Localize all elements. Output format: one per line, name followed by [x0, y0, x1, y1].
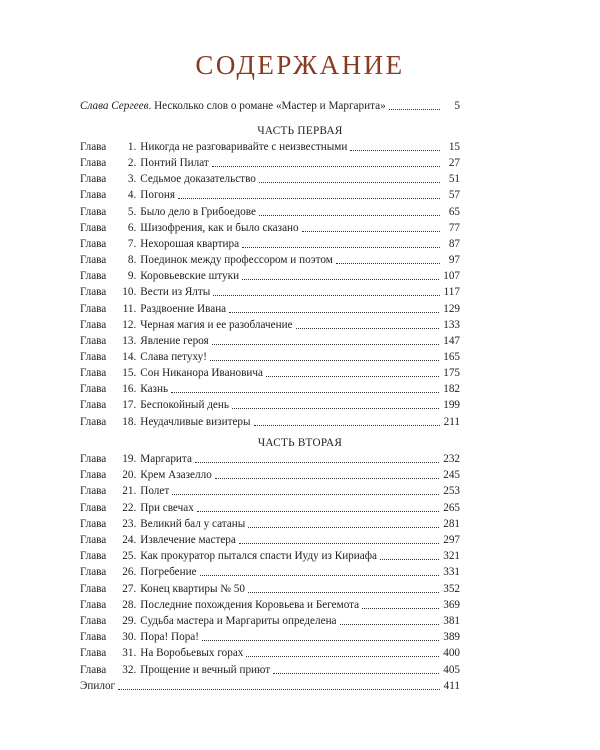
- dot-leader: [350, 149, 440, 151]
- chapter-word: Глава: [80, 237, 107, 250]
- toc-entry[interactable]: [80, 564, 460, 580]
- toc-entry[interactable]: [80, 467, 460, 483]
- chapter-word: Глава: [80, 453, 107, 465]
- dot-leader: [212, 165, 440, 167]
- page-number: 129: [443, 302, 460, 315]
- page-number: 182: [443, 383, 460, 396]
- chapter-title: Конец квартиры № 50: [140, 582, 245, 595]
- page-number: 117: [443, 286, 460, 299]
- dot-leader: [171, 391, 439, 393]
- chapter-word: Глава: [80, 631, 107, 644]
- dot-leader: [248, 591, 439, 593]
- intro-title: . Несколько слов о романе «Мастер и Маргарита»: [148, 100, 386, 112]
- toc-entry[interactable]: [80, 597, 460, 613]
- chapter-number: 26.: [122, 566, 137, 579]
- chapter-title: Пора! Пора!: [140, 631, 199, 644]
- dot-leader: [178, 197, 440, 199]
- toc-entry[interactable]: [80, 581, 460, 597]
- chapter-number: 11.: [122, 302, 137, 315]
- page-number: 107: [443, 270, 460, 283]
- toc-entry[interactable]: [80, 645, 460, 661]
- page-number: 331: [443, 566, 460, 579]
- toc-entry[interactable]: [80, 613, 460, 629]
- chapter-title: Неудачливые визитеры: [140, 415, 251, 428]
- toc-entry[interactable]: [80, 284, 460, 300]
- chapter-word: Глава: [80, 318, 107, 331]
- page-number: 281: [443, 517, 460, 530]
- dot-leader: [172, 493, 439, 495]
- chapter-number: 9.: [127, 270, 137, 283]
- dot-leader: [302, 230, 440, 232]
- intro-author: Слава Сергеев: [80, 100, 149, 112]
- chapter-title: Извлечение мастера: [140, 534, 236, 546]
- chapter-title: Слава петуху!: [140, 350, 207, 363]
- chapter-word: Глава: [80, 189, 107, 202]
- chapter-title: Крем Азазелло: [140, 469, 212, 482]
- chapter-word: Глава: [80, 415, 107, 428]
- page-number: 405: [443, 663, 460, 676]
- dot-leader: [296, 327, 440, 329]
- page-number: 87: [448, 237, 460, 250]
- toc-entry[interactable]: [80, 516, 460, 532]
- chapter-title: Поединок между профессором и поэтом: [140, 254, 333, 267]
- chapter-number: 28.: [122, 598, 137, 611]
- chapter-word: Глава: [80, 367, 107, 380]
- page-number: 321: [443, 550, 460, 563]
- chapter-number: 18.: [122, 415, 137, 428]
- chapter-word: Глава: [80, 399, 107, 412]
- chapter-number: 5.: [127, 205, 137, 218]
- page-number: 199: [443, 399, 460, 412]
- toc-entry[interactable]: [80, 268, 460, 284]
- page-number: 27: [448, 157, 460, 170]
- toc-entry[interactable]: [80, 451, 460, 467]
- chapter-number: 19.: [122, 453, 137, 465]
- chapter-word: Глава: [80, 469, 107, 482]
- chapter-number: 3.: [127, 173, 137, 186]
- chapter-number: 16.: [122, 383, 137, 396]
- chapter-number: 12.: [122, 318, 137, 331]
- toc-entry[interactable]: [80, 236, 460, 252]
- toc-entry[interactable]: [80, 483, 460, 499]
- page-number: 297: [443, 534, 460, 546]
- page-number: 57: [448, 189, 460, 202]
- chapter-title: Последние похождения Коровьева и Бегемота: [140, 598, 360, 611]
- chapter-word: Глава: [80, 663, 107, 676]
- chapter-word: Глава: [80, 615, 107, 627]
- chapter-number: 31.: [122, 647, 137, 660]
- chapter-title: Погоня: [140, 189, 175, 202]
- dot-leader: [248, 526, 439, 528]
- page-number: 65: [448, 205, 460, 218]
- page-number: 253: [443, 485, 460, 498]
- chapter-title: Вести из Ялты: [140, 286, 211, 299]
- chapter-title: Полет: [140, 485, 170, 498]
- chapter-word: Глава: [80, 286, 107, 299]
- dot-leader: [246, 655, 439, 657]
- chapter-title: Казнь: [140, 383, 169, 396]
- chapter-title: Беспокойный день: [140, 399, 229, 412]
- chapter-number: 14.: [122, 350, 137, 363]
- chapter-number: 15.: [122, 367, 137, 380]
- chapter-number: 21.: [122, 485, 137, 498]
- chapter-title: Как прокуратор пытался спасти Иуду из Кириафа: [140, 550, 377, 563]
- chapter-title: Нехорошая квартира: [140, 237, 240, 250]
- dot-leader: [202, 639, 439, 641]
- dot-leader: [229, 311, 439, 313]
- page-number: 5: [454, 100, 460, 112]
- page-number: 265: [443, 501, 460, 514]
- toc-entry[interactable]: [80, 317, 460, 333]
- chapter-title: Черная магия и ее разоблачение: [140, 318, 293, 331]
- dot-leader: [389, 108, 440, 110]
- toc-entry-intro[interactable]: [80, 98, 460, 114]
- dot-leader: [380, 558, 439, 560]
- chapter-title: Раздвоение Ивана: [140, 302, 227, 315]
- chapter-number: 32.: [122, 663, 137, 676]
- toc-entry[interactable]: [80, 333, 460, 349]
- page-number: 133: [443, 318, 460, 331]
- chapter-number: 10.: [122, 286, 137, 299]
- chapter-word: Глава: [80, 582, 107, 595]
- page-number: 51: [448, 173, 460, 186]
- chapter-word: Глава: [80, 501, 107, 514]
- chapter-title: На Воробьевых горах: [140, 647, 244, 660]
- page-number: 389: [443, 631, 460, 644]
- page-number: 245: [443, 469, 460, 482]
- page-number: 147: [443, 334, 460, 347]
- chapter-word: Глава: [80, 350, 107, 363]
- dot-leader: [340, 623, 440, 625]
- dot-leader: [259, 181, 440, 183]
- toc-entry[interactable]: [80, 532, 460, 548]
- chapter-number: 25.: [122, 550, 137, 563]
- chapter-title: Шизофрения, как и было сказано: [140, 221, 299, 234]
- dot-leader: [210, 359, 439, 361]
- page-number: 232: [443, 453, 460, 465]
- chapter-number: 29.: [122, 615, 137, 627]
- chapter-word: Глава: [80, 383, 107, 396]
- page-number: 400: [443, 647, 460, 660]
- page-number: 211: [443, 415, 460, 428]
- chapter-title: Прощение и вечный приют: [140, 663, 271, 676]
- toc-entry[interactable]: [80, 204, 460, 220]
- dot-leader: [273, 672, 439, 674]
- page-number: 97: [448, 254, 460, 267]
- dot-leader: [242, 246, 440, 248]
- toc-entry[interactable]: [80, 397, 460, 413]
- chapter-title: Явление героя: [140, 334, 209, 347]
- page-number: 165: [443, 350, 460, 363]
- chapter-word: Глава: [80, 302, 107, 315]
- chapter-word: Глава: [80, 566, 107, 579]
- chapter-word: Глава: [80, 550, 107, 563]
- chapter-title: Великий бал у сатаны: [140, 517, 246, 530]
- dot-leader: [118, 688, 440, 690]
- chapter-title: Судьба мастера и Маргариты определена: [140, 615, 337, 627]
- chapter-word: Глава: [80, 334, 107, 347]
- chapter-title: Никогда не разговаривайте с неизвестными: [140, 141, 348, 153]
- chapter-word: Глава: [80, 270, 107, 283]
- chapter-number: 30.: [122, 631, 137, 644]
- toc-entry[interactable]: [80, 155, 460, 171]
- chapter-number: 23.: [122, 517, 137, 530]
- page-number: 175: [443, 367, 460, 380]
- dot-leader: [266, 375, 439, 377]
- dot-leader: [213, 294, 439, 296]
- toc-entry[interactable]: [80, 662, 460, 678]
- epilogue-title: Эпилог: [80, 680, 116, 692]
- toc-entry[interactable]: [80, 252, 460, 268]
- chapter-number: 22.: [122, 501, 137, 514]
- dot-leader: [239, 542, 439, 544]
- chapter-word: Глава: [80, 485, 107, 498]
- chapter-number: 13.: [122, 334, 137, 347]
- toc-entry[interactable]: [80, 139, 460, 155]
- chapter-word: Глава: [80, 157, 107, 170]
- chapter-title: Сон Никанора Ивановича: [140, 367, 263, 380]
- toc-entry[interactable]: [80, 349, 460, 365]
- chapter-word: Глава: [80, 141, 107, 153]
- toc-entry[interactable]: [80, 381, 460, 397]
- chapter-word: Глава: [80, 647, 107, 660]
- chapter-title: Понтий Пилат: [140, 157, 209, 170]
- chapter-number: 27.: [122, 582, 137, 595]
- part-one-heading: ЧАСТЬ ПЕРВАЯ: [257, 125, 343, 137]
- chapter-number: 24.: [122, 534, 137, 546]
- page-title: СОДЕРЖАНИЕ: [195, 50, 405, 80]
- part-two-heading: ЧАСТЬ ВТОРАЯ: [257, 437, 343, 449]
- toc-entry[interactable]: [80, 548, 460, 564]
- chapter-title: Маргарита: [140, 453, 192, 465]
- chapter-number: 6.: [127, 221, 137, 234]
- chapter-number: 8.: [127, 254, 137, 267]
- chapter-number: 20.: [122, 469, 137, 482]
- chapter-word: Глава: [80, 254, 107, 267]
- chapter-word: Глава: [80, 221, 107, 234]
- dot-leader: [232, 407, 439, 409]
- chapter-title: Погребение: [140, 566, 197, 579]
- chapter-title: Было дело в Грибоедове: [140, 205, 256, 218]
- toc-entry[interactable]: [80, 500, 460, 516]
- chapter-number: 2.: [127, 157, 137, 170]
- chapter-number: 4.: [127, 189, 137, 202]
- toc-entry[interactable]: [80, 414, 460, 430]
- page-number: 352: [443, 582, 460, 595]
- chapter-word: Глава: [80, 517, 107, 530]
- chapter-word: Глава: [80, 534, 107, 546]
- chapter-number: 1.: [127, 141, 137, 153]
- dot-leader: [215, 477, 439, 479]
- chapter-title: При свечах: [140, 501, 194, 514]
- dot-leader: [254, 424, 440, 426]
- chapter-word: Глава: [80, 598, 107, 611]
- chapter-word: Глава: [80, 205, 107, 218]
- dot-leader: [197, 510, 439, 512]
- chapter-number: 17.: [122, 399, 137, 412]
- chapter-number: 7.: [127, 237, 137, 250]
- dot-leader: [195, 461, 439, 463]
- toc-entry[interactable]: [80, 629, 460, 645]
- toc-entry-epilogue[interactable]: [80, 678, 460, 694]
- page-number: 411: [443, 680, 460, 692]
- page-number: 381: [443, 615, 460, 627]
- page-number: 369: [443, 598, 460, 611]
- dot-leader: [259, 214, 440, 216]
- page-number: 15: [448, 141, 460, 153]
- toc-entry[interactable]: [80, 171, 460, 187]
- toc-entry[interactable]: [80, 187, 460, 203]
- toc-entry[interactable]: [80, 365, 460, 381]
- dot-leader: [200, 574, 440, 576]
- chapter-word: Глава: [80, 173, 107, 186]
- dot-leader: [336, 262, 440, 264]
- chapter-title: Коровьевские штуки: [140, 270, 240, 283]
- dot-leader: [212, 343, 440, 345]
- toc-entry[interactable]: [80, 220, 460, 236]
- dot-leader: [242, 278, 439, 280]
- page-number: 77: [448, 221, 460, 234]
- toc-entry[interactable]: [80, 301, 460, 317]
- chapter-title: Седьмое доказательство: [140, 173, 256, 186]
- dot-leader: [362, 607, 439, 609]
